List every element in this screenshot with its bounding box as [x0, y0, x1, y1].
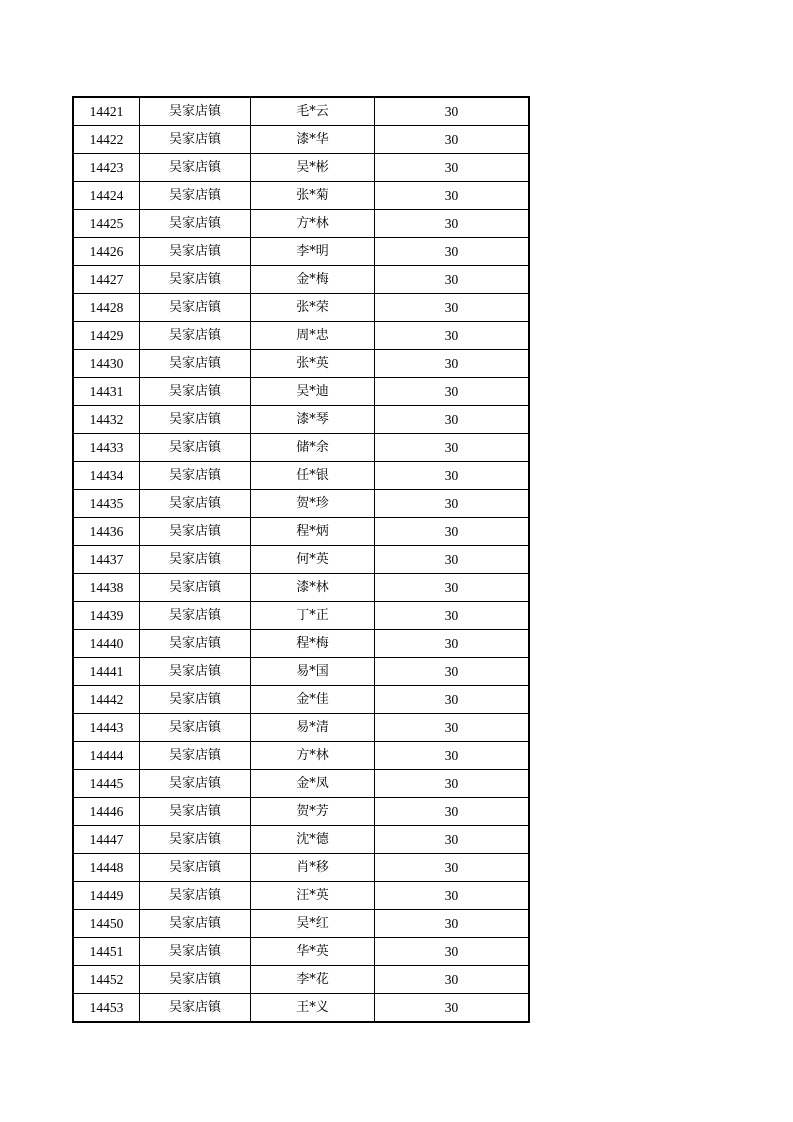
cell-amount: 30 [375, 910, 530, 938]
cell-name: 易*清 [251, 714, 375, 742]
cell-name: 张*荣 [251, 294, 375, 322]
cell-name: 张*菊 [251, 182, 375, 210]
cell-amount: 30 [375, 798, 530, 826]
table-row [73, 126, 529, 154]
cell-name: 吴*彬 [251, 154, 375, 182]
cell-id: 14447 [73, 826, 140, 854]
table-row [73, 630, 529, 658]
cell-name: 金*凤 [251, 770, 375, 798]
cell-town: 吴家店镇 [140, 686, 251, 714]
table-row [73, 462, 529, 490]
table-row [73, 854, 529, 882]
cell-town: 吴家店镇 [140, 742, 251, 770]
table-row [73, 546, 529, 574]
cell-amount: 30 [375, 350, 530, 378]
cell-town: 吴家店镇 [140, 322, 251, 350]
cell-town: 吴家店镇 [140, 714, 251, 742]
table-row [73, 490, 529, 518]
cell-name: 漆*琴 [251, 406, 375, 434]
table-row [73, 378, 529, 406]
cell-amount: 30 [375, 658, 530, 686]
cell-id: 14443 [73, 714, 140, 742]
cell-name: 任*银 [251, 462, 375, 490]
cell-amount: 30 [375, 882, 530, 910]
table-body [73, 97, 529, 1022]
cell-name: 吴*迪 [251, 378, 375, 406]
cell-town: 吴家店镇 [140, 182, 251, 210]
cell-id: 14428 [73, 294, 140, 322]
cell-amount: 30 [375, 378, 530, 406]
table-row [73, 826, 529, 854]
cell-name: 李*明 [251, 238, 375, 266]
cell-town: 吴家店镇 [140, 490, 251, 518]
cell-town: 吴家店镇 [140, 266, 251, 294]
cell-id: 14439 [73, 602, 140, 630]
cell-amount: 30 [375, 294, 530, 322]
table-row [73, 966, 529, 994]
cell-amount: 30 [375, 546, 530, 574]
cell-town: 吴家店镇 [140, 546, 251, 574]
table-row [73, 210, 529, 238]
cell-id: 14424 [73, 182, 140, 210]
cell-town: 吴家店镇 [140, 462, 251, 490]
cell-town: 吴家店镇 [140, 630, 251, 658]
cell-id: 14451 [73, 938, 140, 966]
cell-amount: 30 [375, 854, 530, 882]
cell-id: 14452 [73, 966, 140, 994]
cell-name: 程*炳 [251, 518, 375, 546]
cell-town: 吴家店镇 [140, 294, 251, 322]
table-row [73, 238, 529, 266]
cell-amount: 30 [375, 770, 530, 798]
cell-name: 漆*林 [251, 574, 375, 602]
cell-town: 吴家店镇 [140, 97, 251, 126]
data-table [72, 96, 530, 1023]
cell-id: 14431 [73, 378, 140, 406]
table-row [73, 154, 529, 182]
table-row [73, 882, 529, 910]
cell-id: 14436 [73, 518, 140, 546]
cell-amount: 30 [375, 210, 530, 238]
table-row [73, 294, 529, 322]
cell-amount: 30 [375, 994, 530, 1023]
cell-town: 吴家店镇 [140, 238, 251, 266]
table-row [73, 798, 529, 826]
cell-town: 吴家店镇 [140, 574, 251, 602]
table-row [73, 602, 529, 630]
cell-amount: 30 [375, 434, 530, 462]
cell-name: 王*义 [251, 994, 375, 1023]
cell-amount: 30 [375, 630, 530, 658]
cell-name: 程*梅 [251, 630, 375, 658]
table-row [73, 938, 529, 966]
table-row [73, 322, 529, 350]
cell-town: 吴家店镇 [140, 602, 251, 630]
cell-id: 14441 [73, 658, 140, 686]
cell-amount: 30 [375, 574, 530, 602]
cell-town: 吴家店镇 [140, 154, 251, 182]
cell-id: 14430 [73, 350, 140, 378]
cell-amount: 30 [375, 518, 530, 546]
cell-name: 李*花 [251, 966, 375, 994]
cell-amount: 30 [375, 322, 530, 350]
cell-town: 吴家店镇 [140, 434, 251, 462]
cell-name: 贺*芳 [251, 798, 375, 826]
cell-id: 14426 [73, 238, 140, 266]
cell-town: 吴家店镇 [140, 658, 251, 686]
cell-town: 吴家店镇 [140, 938, 251, 966]
cell-name: 贺*珍 [251, 490, 375, 518]
cell-town: 吴家店镇 [140, 826, 251, 854]
cell-amount: 30 [375, 742, 530, 770]
cell-id: 14433 [73, 434, 140, 462]
cell-name: 金*佳 [251, 686, 375, 714]
cell-id: 14440 [73, 630, 140, 658]
cell-amount: 30 [375, 126, 530, 154]
cell-town: 吴家店镇 [140, 406, 251, 434]
cell-amount: 30 [375, 602, 530, 630]
cell-id: 14450 [73, 910, 140, 938]
cell-name: 吴*红 [251, 910, 375, 938]
table-row [73, 994, 529, 1023]
cell-town: 吴家店镇 [140, 798, 251, 826]
table-row [73, 518, 529, 546]
cell-id: 14446 [73, 798, 140, 826]
cell-name: 周*忠 [251, 322, 375, 350]
cell-id: 14444 [73, 742, 140, 770]
cell-name: 储*余 [251, 434, 375, 462]
cell-name: 漆*华 [251, 126, 375, 154]
table-row [73, 742, 529, 770]
cell-amount: 30 [375, 714, 530, 742]
cell-town: 吴家店镇 [140, 910, 251, 938]
cell-town: 吴家店镇 [140, 210, 251, 238]
cell-id: 14429 [73, 322, 140, 350]
cell-town: 吴家店镇 [140, 126, 251, 154]
cell-id: 14435 [73, 490, 140, 518]
cell-town: 吴家店镇 [140, 994, 251, 1023]
cell-amount: 30 [375, 938, 530, 966]
cell-name: 方*林 [251, 742, 375, 770]
cell-amount: 30 [375, 97, 530, 126]
table-row [73, 770, 529, 798]
table-row [73, 714, 529, 742]
table-row [73, 406, 529, 434]
cell-name: 汪*英 [251, 882, 375, 910]
cell-town: 吴家店镇 [140, 378, 251, 406]
cell-amount: 30 [375, 406, 530, 434]
cell-town: 吴家店镇 [140, 518, 251, 546]
cell-id: 14442 [73, 686, 140, 714]
cell-name: 金*梅 [251, 266, 375, 294]
cell-town: 吴家店镇 [140, 966, 251, 994]
table-row [73, 182, 529, 210]
cell-amount: 30 [375, 238, 530, 266]
cell-id: 14453 [73, 994, 140, 1023]
table-row [73, 350, 529, 378]
cell-id: 14421 [73, 97, 140, 126]
cell-name: 毛*云 [251, 97, 375, 126]
cell-amount: 30 [375, 154, 530, 182]
table-row [73, 574, 529, 602]
cell-id: 14434 [73, 462, 140, 490]
cell-town: 吴家店镇 [140, 770, 251, 798]
cell-name: 易*国 [251, 658, 375, 686]
cell-town: 吴家店镇 [140, 854, 251, 882]
cell-amount: 30 [375, 182, 530, 210]
cell-id: 14438 [73, 574, 140, 602]
cell-id: 14448 [73, 854, 140, 882]
cell-id: 14423 [73, 154, 140, 182]
table-row [73, 686, 529, 714]
cell-id: 14422 [73, 126, 140, 154]
cell-amount: 30 [375, 826, 530, 854]
cell-id: 14437 [73, 546, 140, 574]
cell-id: 14449 [73, 882, 140, 910]
cell-id: 14432 [73, 406, 140, 434]
cell-name: 何*英 [251, 546, 375, 574]
cell-name: 丁*正 [251, 602, 375, 630]
cell-amount: 30 [375, 686, 530, 714]
table-row [73, 658, 529, 686]
table-row [73, 266, 529, 294]
cell-name: 沈*德 [251, 826, 375, 854]
cell-name: 张*英 [251, 350, 375, 378]
cell-id: 14425 [73, 210, 140, 238]
table-row [73, 910, 529, 938]
cell-name: 方*林 [251, 210, 375, 238]
cell-amount: 30 [375, 966, 530, 994]
cell-amount: 30 [375, 462, 530, 490]
cell-id: 14427 [73, 266, 140, 294]
table-row [73, 434, 529, 462]
cell-town: 吴家店镇 [140, 882, 251, 910]
cell-name: 华*英 [251, 938, 375, 966]
cell-id: 14445 [73, 770, 140, 798]
cell-town: 吴家店镇 [140, 350, 251, 378]
cell-name: 肖*移 [251, 854, 375, 882]
cell-amount: 30 [375, 266, 530, 294]
table-row [73, 97, 529, 126]
cell-amount: 30 [375, 490, 530, 518]
